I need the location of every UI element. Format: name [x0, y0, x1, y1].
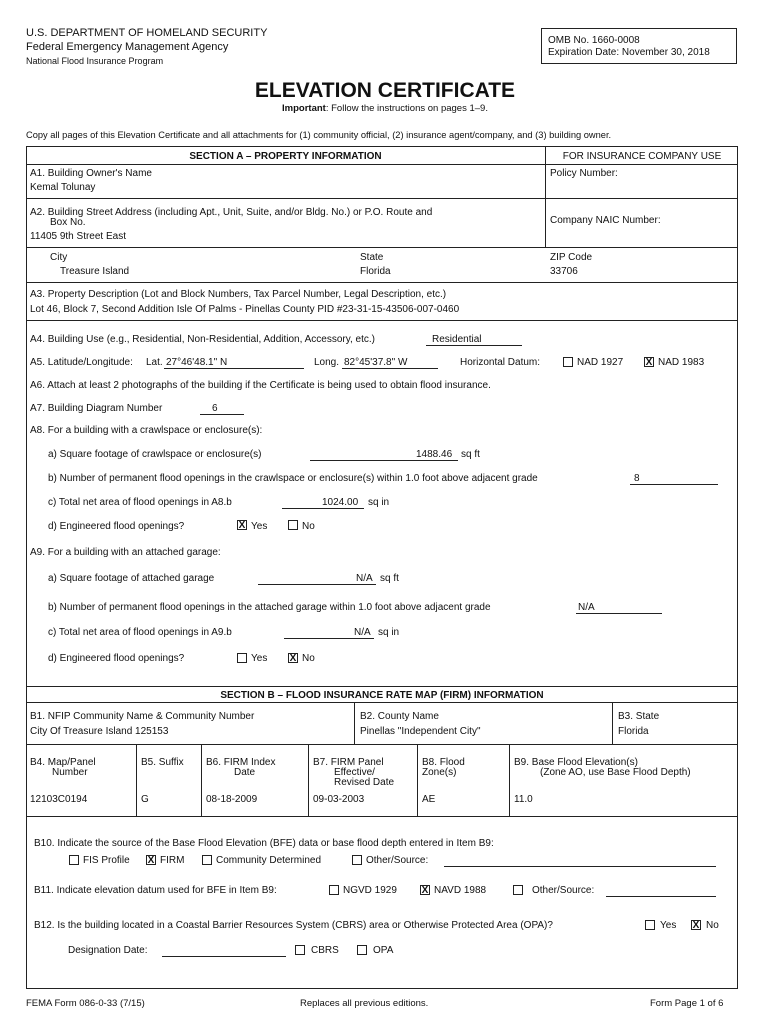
- omb-box: [541, 28, 737, 64]
- zip-value[interactable]: 33706: [550, 266, 578, 277]
- important-note: Important: Follow the instructions on pages 1–9.: [282, 103, 488, 114]
- b10-other-checkbox[interactable]: [352, 855, 362, 865]
- b7-label-cont: Effective/: [334, 767, 375, 778]
- b1-community[interactable]: City Of Treasure Island 125153: [30, 726, 169, 737]
- agency-name: Federal Emergency Management Agency: [26, 41, 229, 53]
- b10-label: B10. Indicate the source of the Base Flood Elevation (BFE) data or base flood depth entered in Item B9:: [34, 838, 494, 849]
- footer-replaces: Replaces all previous editions.: [300, 998, 429, 1009]
- cbrs-checkbox[interactable]: [295, 945, 305, 955]
- a7-label: A7. Building Diagram Number: [30, 403, 163, 414]
- a8c-net-area[interactable]: 1024.00: [322, 497, 359, 508]
- city-value[interactable]: Treasure Island: [60, 266, 130, 277]
- footer-form-number: FEMA Form 086-0-33 (7/15): [26, 998, 145, 1009]
- b12-yes-label: Yes: [660, 920, 677, 931]
- b10-community-checkbox[interactable]: [202, 855, 212, 865]
- a8d-no-checkbox[interactable]: [288, 520, 298, 530]
- b7-firm-panel-date[interactable]: 09-03-2003: [313, 794, 365, 805]
- state-label: State: [360, 252, 384, 263]
- b5-label: B5. Suffix: [141, 757, 184, 768]
- longitude-value[interactable]: 82°45'37.8" W: [344, 357, 408, 368]
- a9b-label: b) Number of permanent flood openings in the attached garage within 1.0 foot above adjacent grade: [48, 602, 491, 613]
- b1-label: B1. NFIP Community Name & Community Number: [30, 711, 255, 722]
- b6-label: B6. FIRM Index: [206, 757, 276, 768]
- a8d-yes-checkbox[interactable]: X: [238, 520, 246, 531]
- b9-label-cont: (Zone AO, use Base Flood Depth): [540, 767, 691, 778]
- b6-label-cont: Date: [234, 767, 256, 778]
- a4-building-use[interactable]: Residential: [432, 334, 482, 345]
- b11-ngvd-checkbox[interactable]: [329, 885, 339, 895]
- b5-suffix[interactable]: G: [141, 794, 149, 805]
- naic-label: Company NAIC Number:: [550, 215, 661, 226]
- page-title: ELEVATION CERTIFICATE: [254, 79, 516, 102]
- a9d-label: d) Engineered flood openings?: [48, 653, 185, 664]
- a8d-no-label: No: [302, 521, 315, 532]
- a8b-label: b) Number of permanent flood openings in the crawlspace or enclosure(s) within 1.0 foot above adjacent grade: [48, 473, 538, 484]
- a9a-square-footage[interactable]: N/A: [356, 573, 373, 584]
- dept-name: U.S. DEPARTMENT OF HOMELAND SECURITY: [26, 27, 268, 39]
- b12-label: B12. Is the building located in a Coastal Barrier Resources System (CBRS) area or Otherwise Protected Area (OPA)?: [34, 920, 553, 931]
- a8a-label: a) Square footage of crawlspace or enclosure(s): [48, 449, 262, 460]
- a4-label: A4. Building Use (e.g., Residential, Non-Residential, Addition, Accessory, etc.): [30, 334, 375, 345]
- a9a-label: a) Square footage of attached garage: [48, 573, 215, 584]
- a8b-flood-openings[interactable]: 8: [634, 473, 640, 484]
- b11-navd-checkbox[interactable]: X: [421, 885, 429, 896]
- b12-no-checkbox[interactable]: X: [692, 920, 700, 931]
- copy-instructions: Copy all pages of this Elevation Certificate and all attachments for (1) community official, (2) insurance agent/company, and (3) building owner.: [26, 130, 612, 140]
- zip-label: ZIP Code: [550, 252, 593, 263]
- a1-owner-name[interactable]: Kemal Tolunay: [30, 182, 96, 193]
- b4-map-panel[interactable]: 12103C0194: [30, 794, 88, 805]
- a6-instruction: A6. Attach at least 2 photographs of the building if the Certificate is being used to obtain flood insurance.: [30, 380, 491, 391]
- a9c-net-area[interactable]: N/A: [354, 627, 371, 638]
- b8-flood-zone[interactable]: AE: [422, 794, 436, 805]
- section-b-heading: SECTION B – FLOOD INSURANCE RATE MAP (FIRM) INFORMATION: [220, 690, 544, 701]
- b3-label: B3. State: [618, 711, 660, 722]
- a1-label: A1. Building Owner's Name: [30, 168, 152, 179]
- a8a-unit: sq ft: [461, 449, 480, 460]
- b10-community-label: Community Determined: [216, 855, 322, 866]
- lat-label: Lat.: [146, 357, 163, 368]
- omb-number: OMB No. 1660-0008: [548, 35, 640, 46]
- a8-label: A8. For a building with a crawlspace or enclosure(s):: [30, 425, 263, 436]
- nad1983-checkbox[interactable]: X: [645, 357, 653, 368]
- b11-ngvd-label: NGVD 1929: [343, 885, 397, 896]
- b10-firm-label: FIRM: [160, 855, 185, 866]
- program-name: National Flood Insurance Program: [26, 56, 164, 66]
- b6-firm-index-date[interactable]: 08-18-2009: [206, 794, 258, 805]
- a2-label: A2. Building Street Address (including Apt., Unit, Suite, and/or Bldg. No.) or P.O. Route and: [30, 207, 433, 218]
- b11-navd-label: NAVD 1988: [434, 885, 487, 896]
- nad1983-label: NAD 1983: [658, 357, 705, 368]
- a8c-label: c) Total net area of flood openings in A8.b: [48, 497, 232, 508]
- a9d-no-label: No: [302, 653, 315, 664]
- long-label: Long.: [314, 357, 340, 368]
- b11-other-label: Other/Source:: [532, 885, 595, 896]
- b10-fis-label: FIS Profile: [83, 855, 130, 866]
- a9a-unit: sq ft: [380, 573, 399, 584]
- opa-checkbox[interactable]: [357, 945, 367, 955]
- a8c-unit: sq in: [368, 497, 390, 508]
- latitude-value[interactable]: 27°46'48.1" N: [166, 357, 228, 368]
- a9d-yes-label: Yes: [251, 653, 268, 664]
- a9c-label: c) Total net area of flood openings in A9.b: [48, 627, 232, 638]
- b7-label-cont2: Revised Date: [334, 777, 395, 788]
- b10-firm-checkbox[interactable]: X: [147, 855, 155, 866]
- a9b-flood-openings[interactable]: N/A: [578, 602, 595, 613]
- a5-label: A5. Latitude/Longitude:: [30, 357, 133, 368]
- a8d-yes-label: Yes: [251, 521, 268, 532]
- a7-diagram-number[interactable]: 6: [212, 403, 218, 414]
- b3-state[interactable]: Florida: [618, 726, 649, 737]
- a9d-no-checkbox[interactable]: X: [289, 653, 297, 664]
- b12-yes-checkbox[interactable]: [645, 920, 655, 930]
- a2-label-cont: Box No.: [50, 217, 86, 228]
- nad1927-label: NAD 1927: [577, 357, 624, 368]
- a3-label: A3. Property Description (Lot and Block Numbers, Tax Parcel Number, Legal Description, etc.): [30, 289, 447, 300]
- expiration-date: Expiration Date: November 30, 2018: [548, 47, 710, 58]
- b9-label: B9. Base Flood Elevation(s): [514, 757, 638, 768]
- b11-label: B11. Indicate elevation datum used for BFE in Item B9:: [34, 885, 277, 896]
- a3-property-description[interactable]: Lot 46, Block 7, Second Addition Isle Of Palms - Pinellas County PID #23-31-15-43506-007-0460: [30, 304, 460, 315]
- b10-other-label: Other/Source:: [366, 855, 429, 866]
- city-label: City: [50, 252, 68, 263]
- state-value[interactable]: Florida: [360, 266, 391, 277]
- a2-street-address[interactable]: 11405 9th Street East: [30, 231, 126, 242]
- company-use-heading: FOR INSURANCE COMPANY USE: [562, 151, 722, 162]
- b2-county[interactable]: Pinellas "Independent City": [360, 726, 481, 737]
- b11-other-checkbox[interactable]: [513, 885, 523, 895]
- b10-fis-checkbox[interactable]: [69, 855, 79, 865]
- nad1927-checkbox[interactable]: [563, 357, 573, 367]
- b7-label: B7. FIRM Panel: [313, 757, 384, 768]
- cbrs-label: CBRS: [311, 945, 339, 956]
- b4-label-cont: Number: [52, 767, 88, 778]
- a9c-unit: sq in: [378, 627, 400, 638]
- b8-label: B8. Flood: [422, 757, 465, 768]
- a8d-label: d) Engineered flood openings?: [48, 521, 185, 532]
- section-a-heading: SECTION A – PROPERTY INFORMATION: [189, 151, 382, 162]
- opa-label: OPA: [373, 945, 394, 956]
- b12-no-label: No: [706, 920, 719, 931]
- b2-label: B2. County Name: [360, 711, 439, 722]
- footer-page-number: Form Page 1 of 6: [650, 998, 724, 1009]
- b8-label-cont: Zone(s): [422, 767, 457, 778]
- b9-base-flood-elevation[interactable]: 11.0: [514, 794, 533, 805]
- a9-label: A9. For a building with an attached garage:: [30, 547, 221, 558]
- a9d-yes-checkbox[interactable]: [237, 653, 247, 663]
- designation-date-label: Designation Date:: [68, 945, 148, 956]
- b4-label: B4. Map/Panel: [30, 757, 96, 768]
- a8a-square-footage[interactable]: 1488.46: [416, 449, 453, 460]
- horizontal-datum-label: Horizontal Datum:: [460, 357, 541, 368]
- policy-number-label: Policy Number:: [550, 168, 618, 179]
